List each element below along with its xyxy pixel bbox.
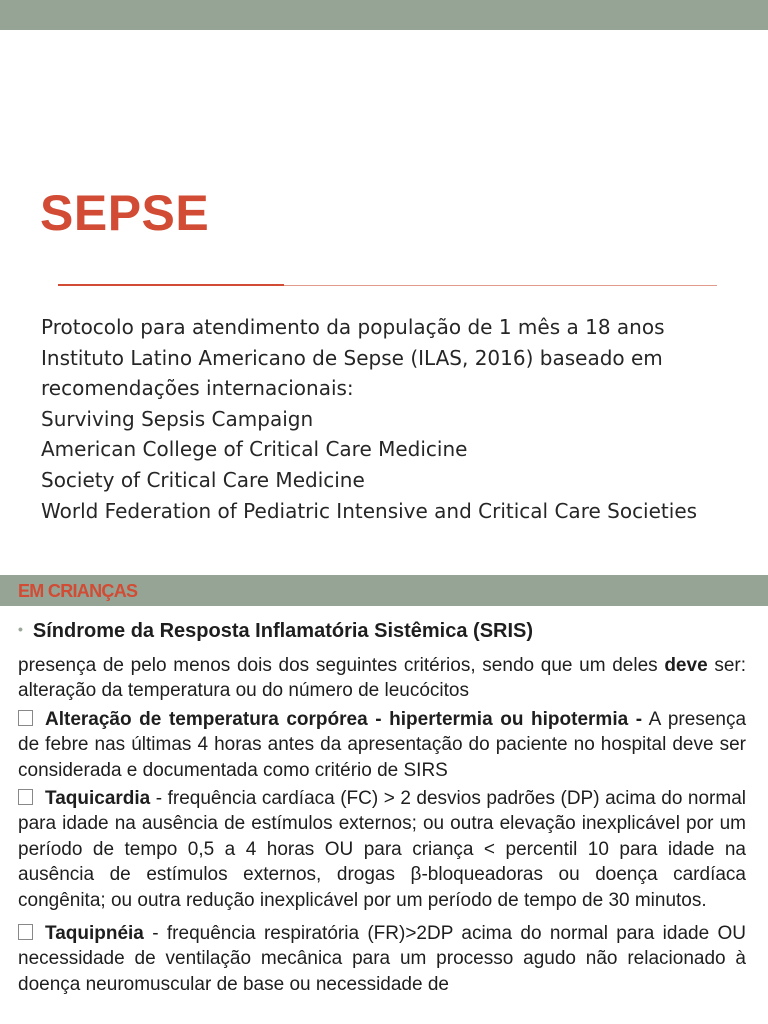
subtitle-line: Society of Critical Care Medicine	[41, 467, 365, 492]
criterion-text: A presença de febre nas últimas 4 horas antes da apresentação do paciente no hospital deve ser considerada e documentada como critério de SIRS	[18, 708, 747, 781]
intro-prefix: presença de pelo menos dois dos seguintes critérios, sendo que um deles	[18, 655, 658, 676]
criterion-heading: Alteração de temperatura corpórea - hipertermia ou hipotermia -	[45, 708, 643, 730]
criterion-heading: Taquipnéia	[45, 923, 144, 945]
title-divider	[58, 285, 717, 286]
intro-suffix: ser: alteração da temperatura ou do número de leucócitos	[18, 655, 746, 702]
subtitle-line: World Federation of Pediatric Intensive and Critical Care Societies	[41, 498, 698, 523]
bullet-heading-text: Síndrome da Resposta Inflamatória Sistêmica (SRIS)	[32, 620, 534, 642]
criterion-tachycardia	[18, 786, 746, 913]
criterion-text: - frequência respiratória (FR)>2DP acima do normal para idade OU necessidade de ventilação mecânica para um processo agudo não relacionado à doença neuromuscular de base ou necessidade de	[18, 923, 746, 995]
section-header-bar	[0, 575, 768, 606]
criterion-temperature	[18, 707, 746, 783]
bullet-dot-icon: •	[18, 621, 23, 637]
subtitle-list	[41, 312, 751, 526]
criterion-text: - frequência cardíaca (FC) > 2 desvios padrões (DP) acima do normal para idade na ausência de estímulos externos; ou outra elevação inexplicável por um período de tempo 0,5 a 4 horas OU para criança < percentil 10 para idade na ausência de estímulos externos, drogas β-bloqueadoras ou doença cardíaca congênita; ou outra redução inexplicável por um período de tempo de 30 minutos.	[18, 788, 746, 911]
section-title: EM CRIANÇAS	[18, 581, 138, 601]
intro-paragraph	[18, 653, 746, 704]
top-header-bar	[0, 0, 768, 30]
subtitle-line: Instituto Latino Americano de Sepse (ILAS, 2016) baseado em	[41, 345, 663, 370]
slide-title: SEPSE	[40, 185, 210, 241]
box-bullet-icon	[18, 710, 33, 726]
subtitle-line: Surviving Sepsis Campaign	[41, 406, 314, 431]
criterion-tachypnea	[18, 921, 746, 997]
subtitle-line: recomendações internacionais:	[41, 376, 354, 401]
title-divider-accent	[58, 284, 284, 286]
criterion-heading: Taquicardia	[45, 788, 151, 810]
box-bullet-icon	[18, 924, 33, 940]
intro-bold: deve	[664, 655, 708, 676]
subtitle-line: Protocolo para atendimento da população de 1 mês a 18 anos	[41, 315, 665, 339]
bullet-heading	[18, 616, 746, 644]
content-body	[18, 616, 746, 997]
box-bullet-icon	[18, 789, 33, 805]
subtitle-line: American College of Critical Care Medicine	[41, 437, 468, 462]
